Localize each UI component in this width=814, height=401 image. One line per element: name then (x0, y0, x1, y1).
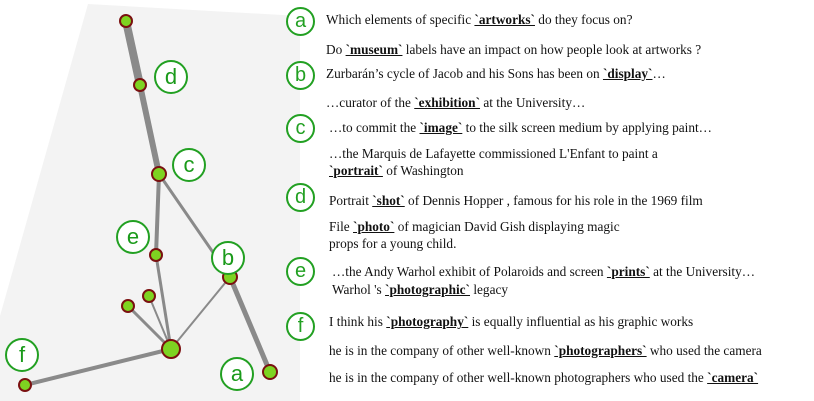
section-f-badge: f (286, 312, 315, 341)
node-e (150, 249, 162, 261)
node-label-d-text: d (164, 64, 178, 89)
node-p1 (122, 300, 134, 312)
node-c (152, 167, 166, 181)
node-label-b-text: b (221, 245, 235, 270)
section-d-line-2: File `photo` of magician David Gish displaying magic (329, 219, 620, 234)
section-a-line-2: Do `museum` labels have an impact on how people look at artworks ? (326, 42, 702, 57)
node-top (120, 15, 132, 27)
section-b-line-1: Zurbarán’s cycle of Jacob and his Sons has been on `display`… (326, 66, 666, 81)
section-f-line-1: I think his `photography` is equally influential as his graphic works (329, 314, 694, 329)
node-p2 (143, 290, 155, 302)
section-e-badge: e (286, 257, 315, 286)
node-label-f (6, 339, 38, 371)
section-c-badge: c (286, 114, 315, 143)
node-a (263, 365, 277, 379)
section-c-line-2: …the Marquis de Lafayette commissioned L'Enfant to paint a (329, 146, 658, 161)
node-label-c (173, 149, 205, 181)
section-d-line-3: props for a young child. (329, 236, 457, 251)
section-b-badge: b (286, 61, 315, 90)
node-label-c-text: c (183, 152, 195, 177)
section-c-line-3: `portrait` of Washington (329, 163, 464, 178)
node-d (134, 79, 146, 91)
node-label-e-text: e (126, 224, 140, 249)
tree-diagram (0, 0, 300, 401)
section-f-line-2: he is in the company of other well-known `photographers` who used the camera (329, 343, 762, 358)
node-label-a-text: a (230, 361, 244, 386)
node-label-b (212, 242, 244, 274)
node-hub (162, 340, 180, 358)
section-a-line-1: Which elements of specific `artworks` do they focus on? (326, 12, 633, 27)
section-a-badge: a (286, 7, 315, 36)
section-d-badge: d (286, 183, 315, 212)
node-label-e (117, 221, 149, 253)
section-c-line-1: …to commit the `image` to the silk screen medium by applying paint… (329, 120, 712, 135)
node-label-a (221, 358, 253, 390)
node-label-d (155, 61, 187, 93)
section-b-line-2: …curator of the `exhibition` at the University… (326, 95, 586, 110)
node-f (19, 379, 31, 391)
section-f-line-3: he is in the company of other well-known photographers who used the `camera` (329, 370, 759, 385)
node-label-f-text: f (18, 342, 26, 367)
section-d-line-1: Portrait `shot` of Dennis Hopper , famous for his role in the 1969 film (329, 193, 703, 208)
section-e-line-2: Warhol 's `photographic` legacy (332, 282, 509, 297)
section-e-line-1: …the Andy Warhol exhibit of Polaroids and screen `prints` at the University… (332, 264, 756, 279)
